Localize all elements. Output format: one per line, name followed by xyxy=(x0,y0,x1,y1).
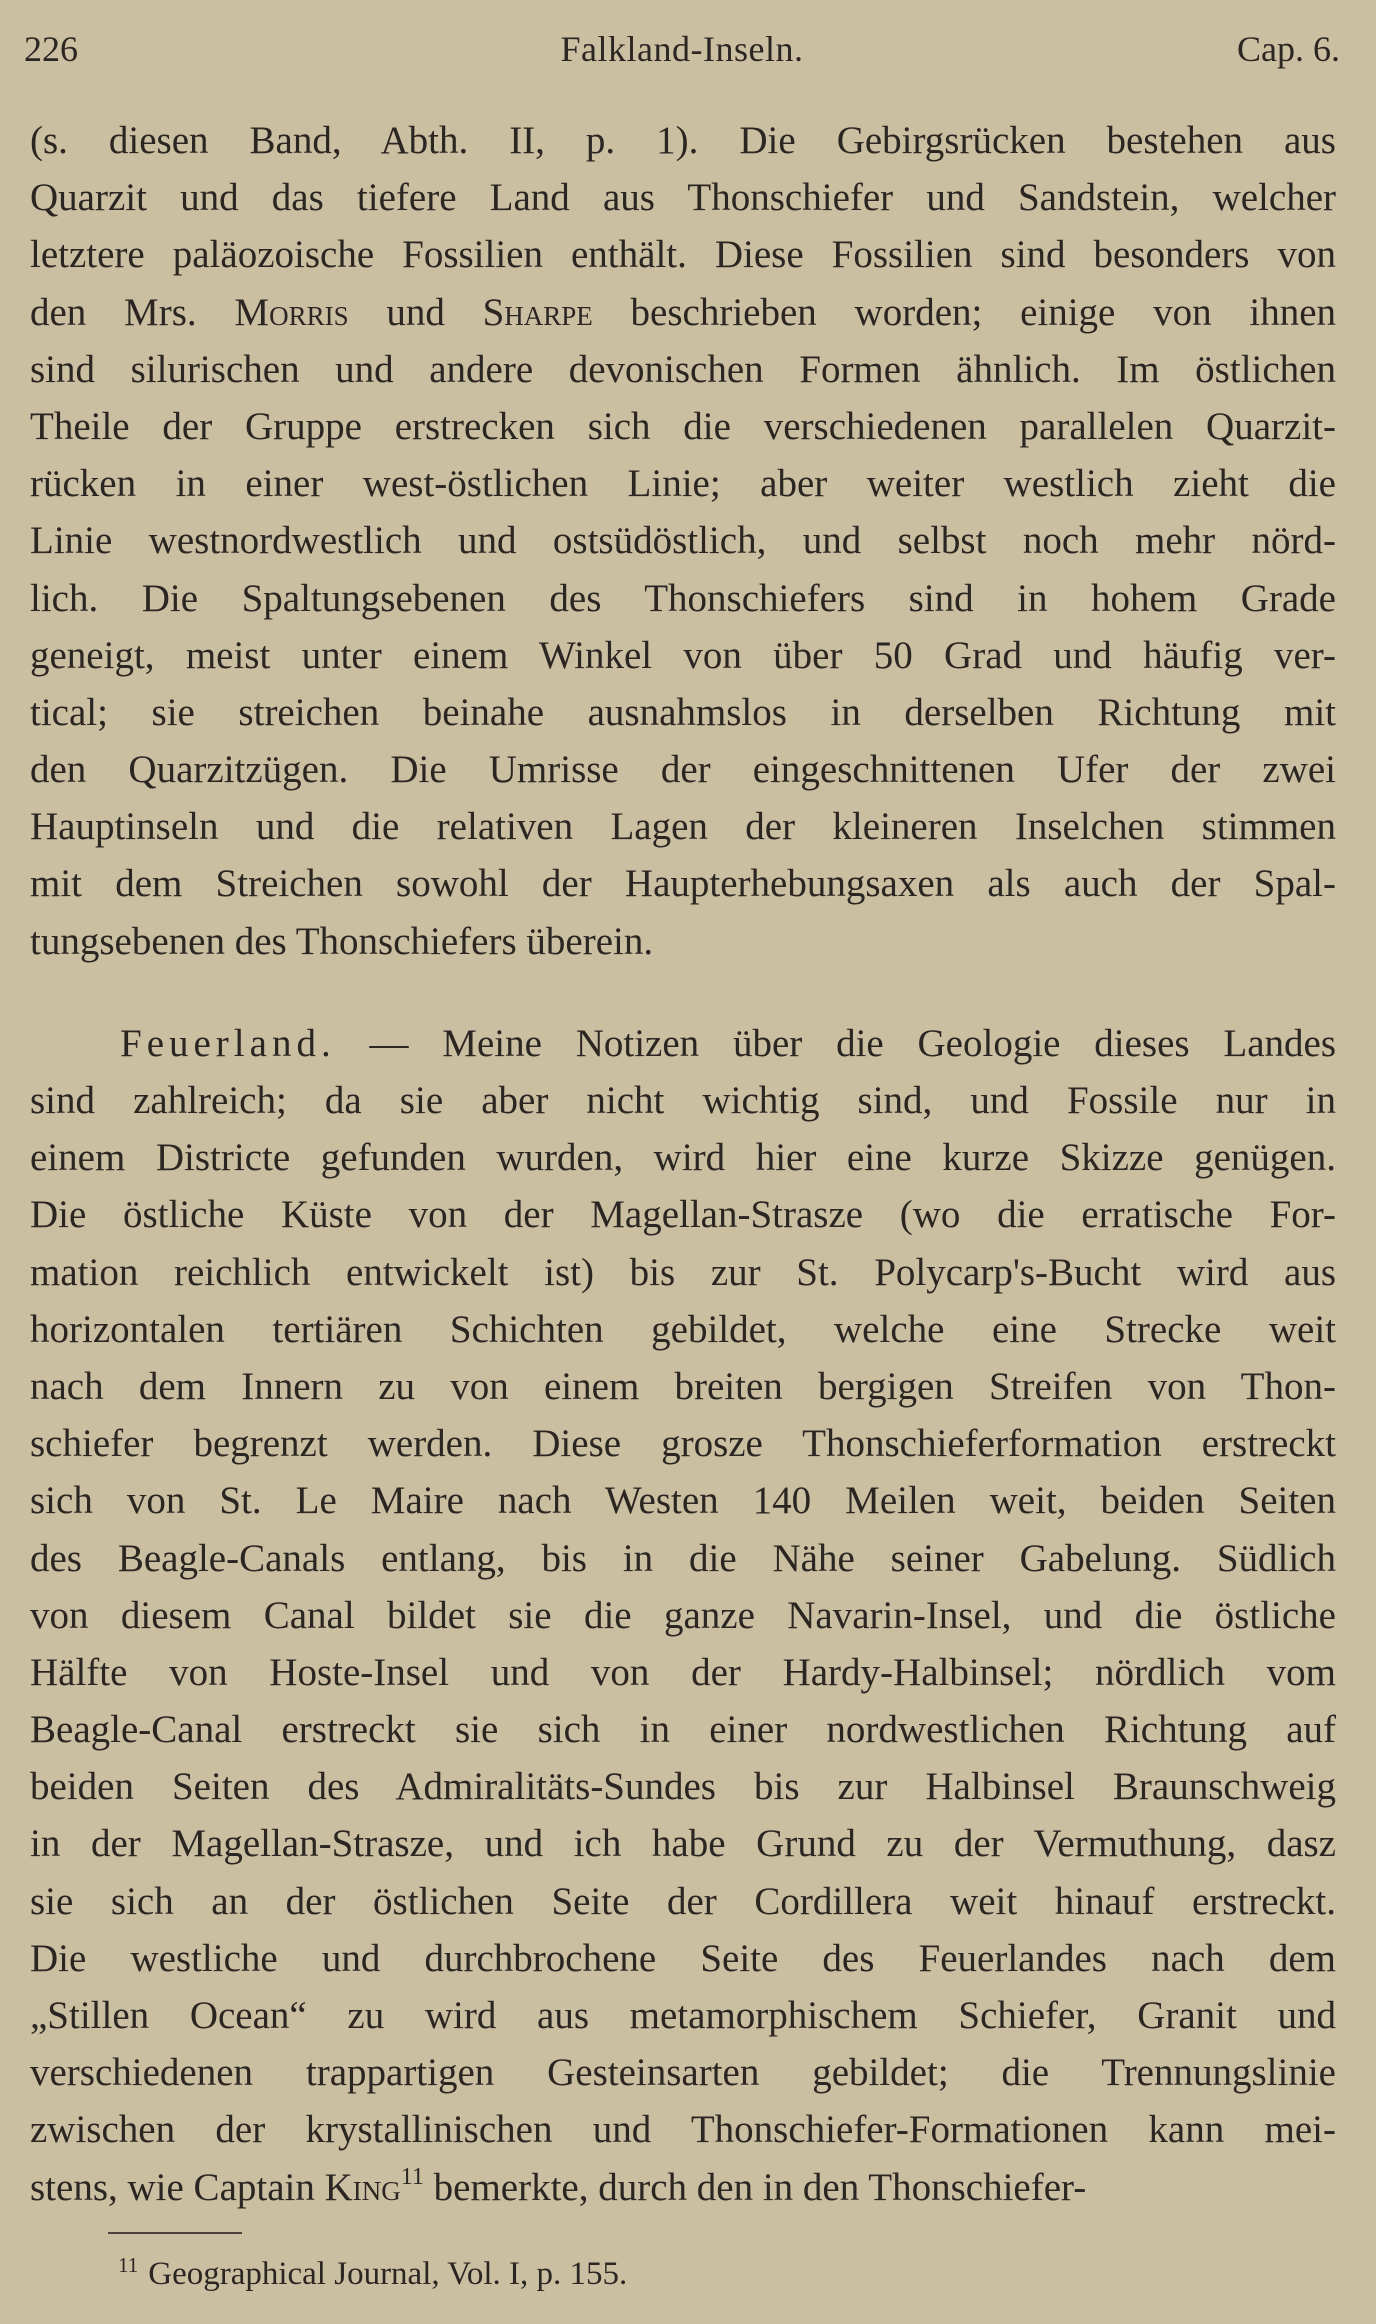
text-line: Quarzit und das tiefere Land aus Thonschiefer und Sandstein, welcher xyxy=(30,176,1336,220)
text-line: des Beagle-Canals entlang, bis in die Nähe seiner Gabelung. Südlich xyxy=(30,1536,1336,1580)
text-line: (s. diesen Band, Abth. II, p. 1). Die Gebirgsrücken bestehen aus xyxy=(30,119,1336,162)
small-caps-name: King xyxy=(324,2165,401,2209)
paragraph xyxy=(30,112,1336,970)
footnote-reference: 11 xyxy=(400,2163,424,2190)
text-line: sind zahlreich; da sie aber nicht wichtig sind, und Fossile nur in xyxy=(30,1079,1336,1122)
text-line: schiefer begrenzt werden. Diese grosze Thonschieferformation erstreckt xyxy=(30,1422,1336,1466)
text-line: mit dem Streichen sowohl der Haupterhebungsaxen als auch der Spal- xyxy=(30,862,1336,906)
footnote-rule xyxy=(108,2232,242,2234)
text-line: sind silurischen und andere devonischen Formen ähnlich. Im östlichen xyxy=(30,347,1336,391)
footnote xyxy=(118,2254,627,2294)
small-caps-name: Sharpe xyxy=(482,290,593,334)
text-line: tical; sie streichen beinahe ausnahmslos in derselben Richtung mit xyxy=(30,690,1336,734)
text-line: in der Magellan-Strasze, und ich habe Grund zu der Vermuthung, dasz xyxy=(30,1822,1336,1866)
chapter-reference: Cap. 6. xyxy=(1237,29,1340,69)
text-line: verschiedenen trappartigen Gesteinsarten gebildet; die Trennungslinie xyxy=(30,2051,1336,2095)
text-line: horizontalen tertiären Schichten gebildet, welche eine Strecke weit xyxy=(30,1307,1336,1351)
text-line: Die westliche und durchbrochene Seite des Feuerlandes nach dem xyxy=(30,1936,1336,1980)
text-line: rücken in einer west-östlichen Linie; aber weiter westlich zieht die xyxy=(30,462,1336,506)
text-line: zwischen der krystallinischen und Thonschiefer-Formationen kann mei- xyxy=(30,2108,1336,2152)
text-line: Theile der Gruppe erstrecken sich die verschiedenen parallelen Quarzit- xyxy=(30,404,1336,448)
section-heading-word: Feuerland. xyxy=(120,1021,336,1065)
text-line: Beagle-Canal erstreckt sie sich in einer nordwestlichen Richtung auf xyxy=(30,1708,1336,1752)
text-line: sich von St. Le Maire nach Westen 140 Meilen weit, beiden Seiten xyxy=(30,1479,1336,1523)
text-line: sie sich an der östlichen Seite der Cordillera weit hinauf erstreckt. xyxy=(30,1879,1336,1923)
text-line: geneigt, meist unter einem Winkel von über 50 Grad und häufig ver- xyxy=(30,633,1336,677)
text-line: nach dem Innern zu von einem breiten bergigen Streifen von Thon- xyxy=(30,1364,1336,1408)
text-line: Die östliche Küste von der Magellan-Strasze (wo die erratische For- xyxy=(30,1193,1336,1237)
paragraph-gap xyxy=(30,970,1336,1015)
text-line: Hauptinseln und die relativen Lagen der kleineren Inselchen stimmen xyxy=(30,805,1336,849)
page-number: 226 xyxy=(24,29,78,69)
paragraph xyxy=(30,1015,1336,2216)
text-line: Linie westnordwestlich und ostsüdöstlich, und selbst noch mehr nörd- xyxy=(30,519,1336,563)
text-line: Feuerland. — Meine Notizen über die Geologie dieses Landes xyxy=(120,1021,1336,1065)
text-line: stens, wie Captain King$^{11}$ bemerkte, durch den in den Thonschiefer- xyxy=(30,2163,1087,2209)
text-line: lich. Die Spaltungsebenen des Thonschiefers sind in hohem Grade xyxy=(30,576,1336,620)
footnote-text: Geographical Journal, Vol. I, p. 155. xyxy=(148,2256,628,2292)
footnote-marker: 11 xyxy=(118,2253,139,2277)
text-line: mation reichlich entwickelt ist) bis zur St. Polycarp's-Bucht wird aus xyxy=(30,1250,1336,1294)
text-line: den Mrs. Morris und Sharpe beschrieben worden; einige von ihnen xyxy=(30,290,1336,334)
text-line: „Stillen Ocean“ zu wird aus metamorphischem Schiefer, Granit und xyxy=(30,1994,1336,2037)
body-text xyxy=(30,112,1336,2216)
text-line: letztere paläozoische Fossilien enthält. Diese Fossilien sind besonders von xyxy=(30,233,1336,277)
running-head xyxy=(24,26,1340,72)
text-line: Hälfte von Hoste-Insel und von der Hardy-Halbinsel; nördlich vom xyxy=(30,1650,1336,1694)
small-caps-name: Morris xyxy=(234,290,349,334)
text-line: beiden Seiten des Admiralitäts-Sundes bis zur Halbinsel Braunschweig xyxy=(30,1765,1336,1809)
text-line: von diesem Canal bildet sie die ganze Navarin-Insel, und die östliche xyxy=(30,1593,1336,1637)
text-line: den Quarzitzügen. Die Umrisse der eingeschnittenen Ufer der zwei xyxy=(30,748,1336,792)
running-title: Falkland-Inseln. xyxy=(560,29,804,69)
text-line: tungsebenen des Thonschiefers überein. xyxy=(30,919,654,963)
text-line: einem Districte gefunden wurden, wird hier eine kurze Skizze genügen. xyxy=(30,1136,1336,1180)
